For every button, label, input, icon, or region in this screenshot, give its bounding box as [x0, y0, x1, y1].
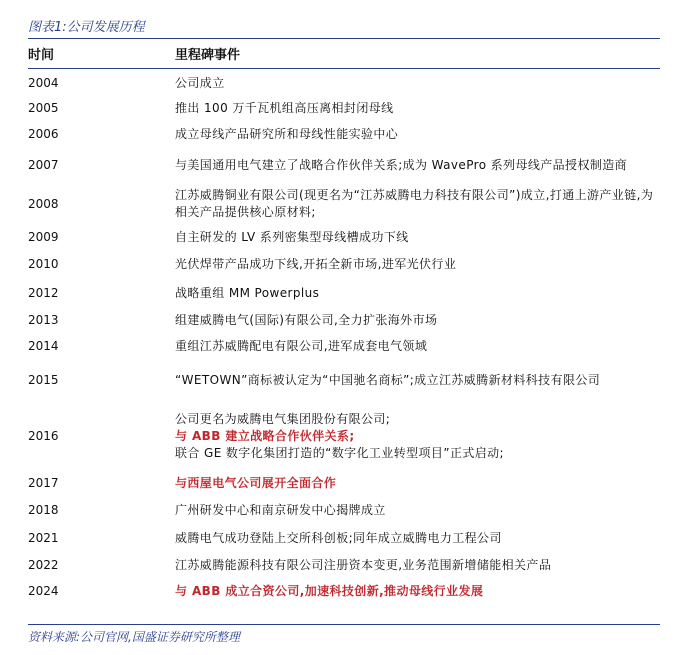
event-text: 重组江苏威腾配电有限公司,进军成套电气领域 — [175, 338, 428, 353]
year-cell: 2024 — [28, 583, 59, 598]
year-cell: 2007 — [28, 157, 59, 172]
year-cell: 2009 — [28, 229, 59, 244]
bottom-rule — [28, 624, 660, 625]
table-row — [28, 183, 660, 225]
event-cell — [175, 121, 660, 147]
table-row — [28, 71, 660, 95]
event-cell — [175, 279, 660, 307]
event-cell — [175, 551, 660, 579]
event-cell — [175, 525, 660, 551]
table-row — [28, 359, 660, 401]
event-cell — [175, 183, 660, 225]
table-row — [28, 333, 660, 359]
event-cell — [175, 147, 660, 183]
year-cell: 2010 — [28, 256, 59, 271]
table-row — [28, 495, 660, 525]
event-text: 推出 100 万千瓦机组高压离相封闭母线 — [175, 100, 394, 115]
table-row — [28, 249, 660, 279]
table-row — [28, 525, 660, 551]
event-column-header: 里程碑事件 — [175, 48, 241, 63]
event-cell — [175, 359, 660, 401]
year-column-header: 时间 — [28, 48, 55, 63]
year-cell: 2016 — [28, 428, 59, 443]
figure-caption: 图表1:公司发展历程 — [28, 20, 145, 35]
event-cell — [175, 401, 660, 471]
table-row — [28, 121, 660, 147]
year-cell: 2013 — [28, 312, 59, 327]
event-text: 成立母线产品研究所和母线性能实验中心 — [175, 126, 399, 141]
event-cell — [175, 225, 660, 249]
event-text: 威腾电气成功登陆上交所科创板;同年成立威腾电力工程公司 — [175, 530, 502, 545]
event-text: 组建威腾电气(国际)有限公司,全力扩张海外市场 — [175, 312, 438, 327]
event-cell — [175, 471, 660, 495]
event-text: 公司成立 — [175, 75, 225, 90]
table-row — [28, 225, 660, 249]
year-cell: 2012 — [28, 285, 59, 300]
event-cell — [175, 333, 660, 359]
year-cell: 2017 — [28, 475, 59, 490]
event-cell — [175, 71, 660, 95]
year-cell: 2014 — [28, 338, 59, 353]
table-row — [28, 551, 660, 579]
highlighted-event-text: 与 ABB 建立战略合作伙伴关系; — [175, 428, 355, 443]
top-rule — [28, 38, 660, 39]
event-text: 光伏焊带产品成功下线,开拓全新市场,进军光伏行业 — [175, 256, 457, 271]
table-row — [28, 307, 660, 333]
highlighted-event-text: 与西屋电气公司展开全面合作 — [175, 475, 337, 490]
milestone-table — [28, 71, 660, 603]
event-text: “WETOWN”商标被认定为“中国驰名商标”;成立江苏威腾新材料科技有限公司 — [175, 372, 601, 387]
year-cell: 2015 — [28, 372, 59, 387]
table-row — [28, 147, 660, 183]
event-text: 公司更名为威腾电气集团股份有限公司; — [175, 411, 391, 426]
year-cell: 2021 — [28, 530, 59, 545]
event-text: 江苏威腾铜业有限公司(现更名为“江苏威腾电力科技有限公司”)成立,打通上游产业链,为相关产品提供核心原材料; — [175, 188, 654, 219]
year-cell: 2004 — [28, 75, 59, 90]
year-cell: 2006 — [28, 126, 59, 141]
year-cell: 2008 — [28, 196, 59, 211]
year-cell: 2018 — [28, 502, 59, 517]
event-text: 广州研发中心和南京研发中心揭牌成立 — [175, 502, 386, 517]
event-cell — [175, 249, 660, 279]
table-row — [28, 471, 660, 495]
table-row — [28, 279, 660, 307]
year-cell: 2022 — [28, 557, 59, 572]
event-text: 江苏威腾能源科技有限公司注册资本变更,业务范围新增储能相关产品 — [175, 557, 552, 572]
source-note: 资料来源:公司官网,国盛证券研究所整理 — [28, 630, 240, 644]
year-cell: 2005 — [28, 100, 59, 115]
highlighted-event-text: 与 ABB 成立合资公司,加速科技创新,推动母线行业发展 — [175, 583, 484, 598]
table-row — [28, 401, 660, 471]
event-cell — [175, 579, 660, 603]
event-text: 战略重组 MM Powerplus — [175, 285, 320, 300]
event-text: 联合 GE 数字化集团打造的“数字化工业转型项目”正式启动; — [175, 445, 504, 460]
table-row — [28, 95, 660, 121]
event-cell — [175, 95, 660, 121]
event-text: 与美国通用电气建立了战略合作伙伴关系;成为 WavePro 系列母线产品授权制造商 — [175, 157, 628, 172]
event-cell — [175, 495, 660, 525]
event-text: 自主研发的 LV 系列密集型母线槽成功下线 — [175, 229, 409, 244]
table-row — [28, 579, 660, 603]
milestone-table-body — [28, 71, 660, 603]
header-rule — [28, 68, 660, 69]
event-cell — [175, 307, 660, 333]
